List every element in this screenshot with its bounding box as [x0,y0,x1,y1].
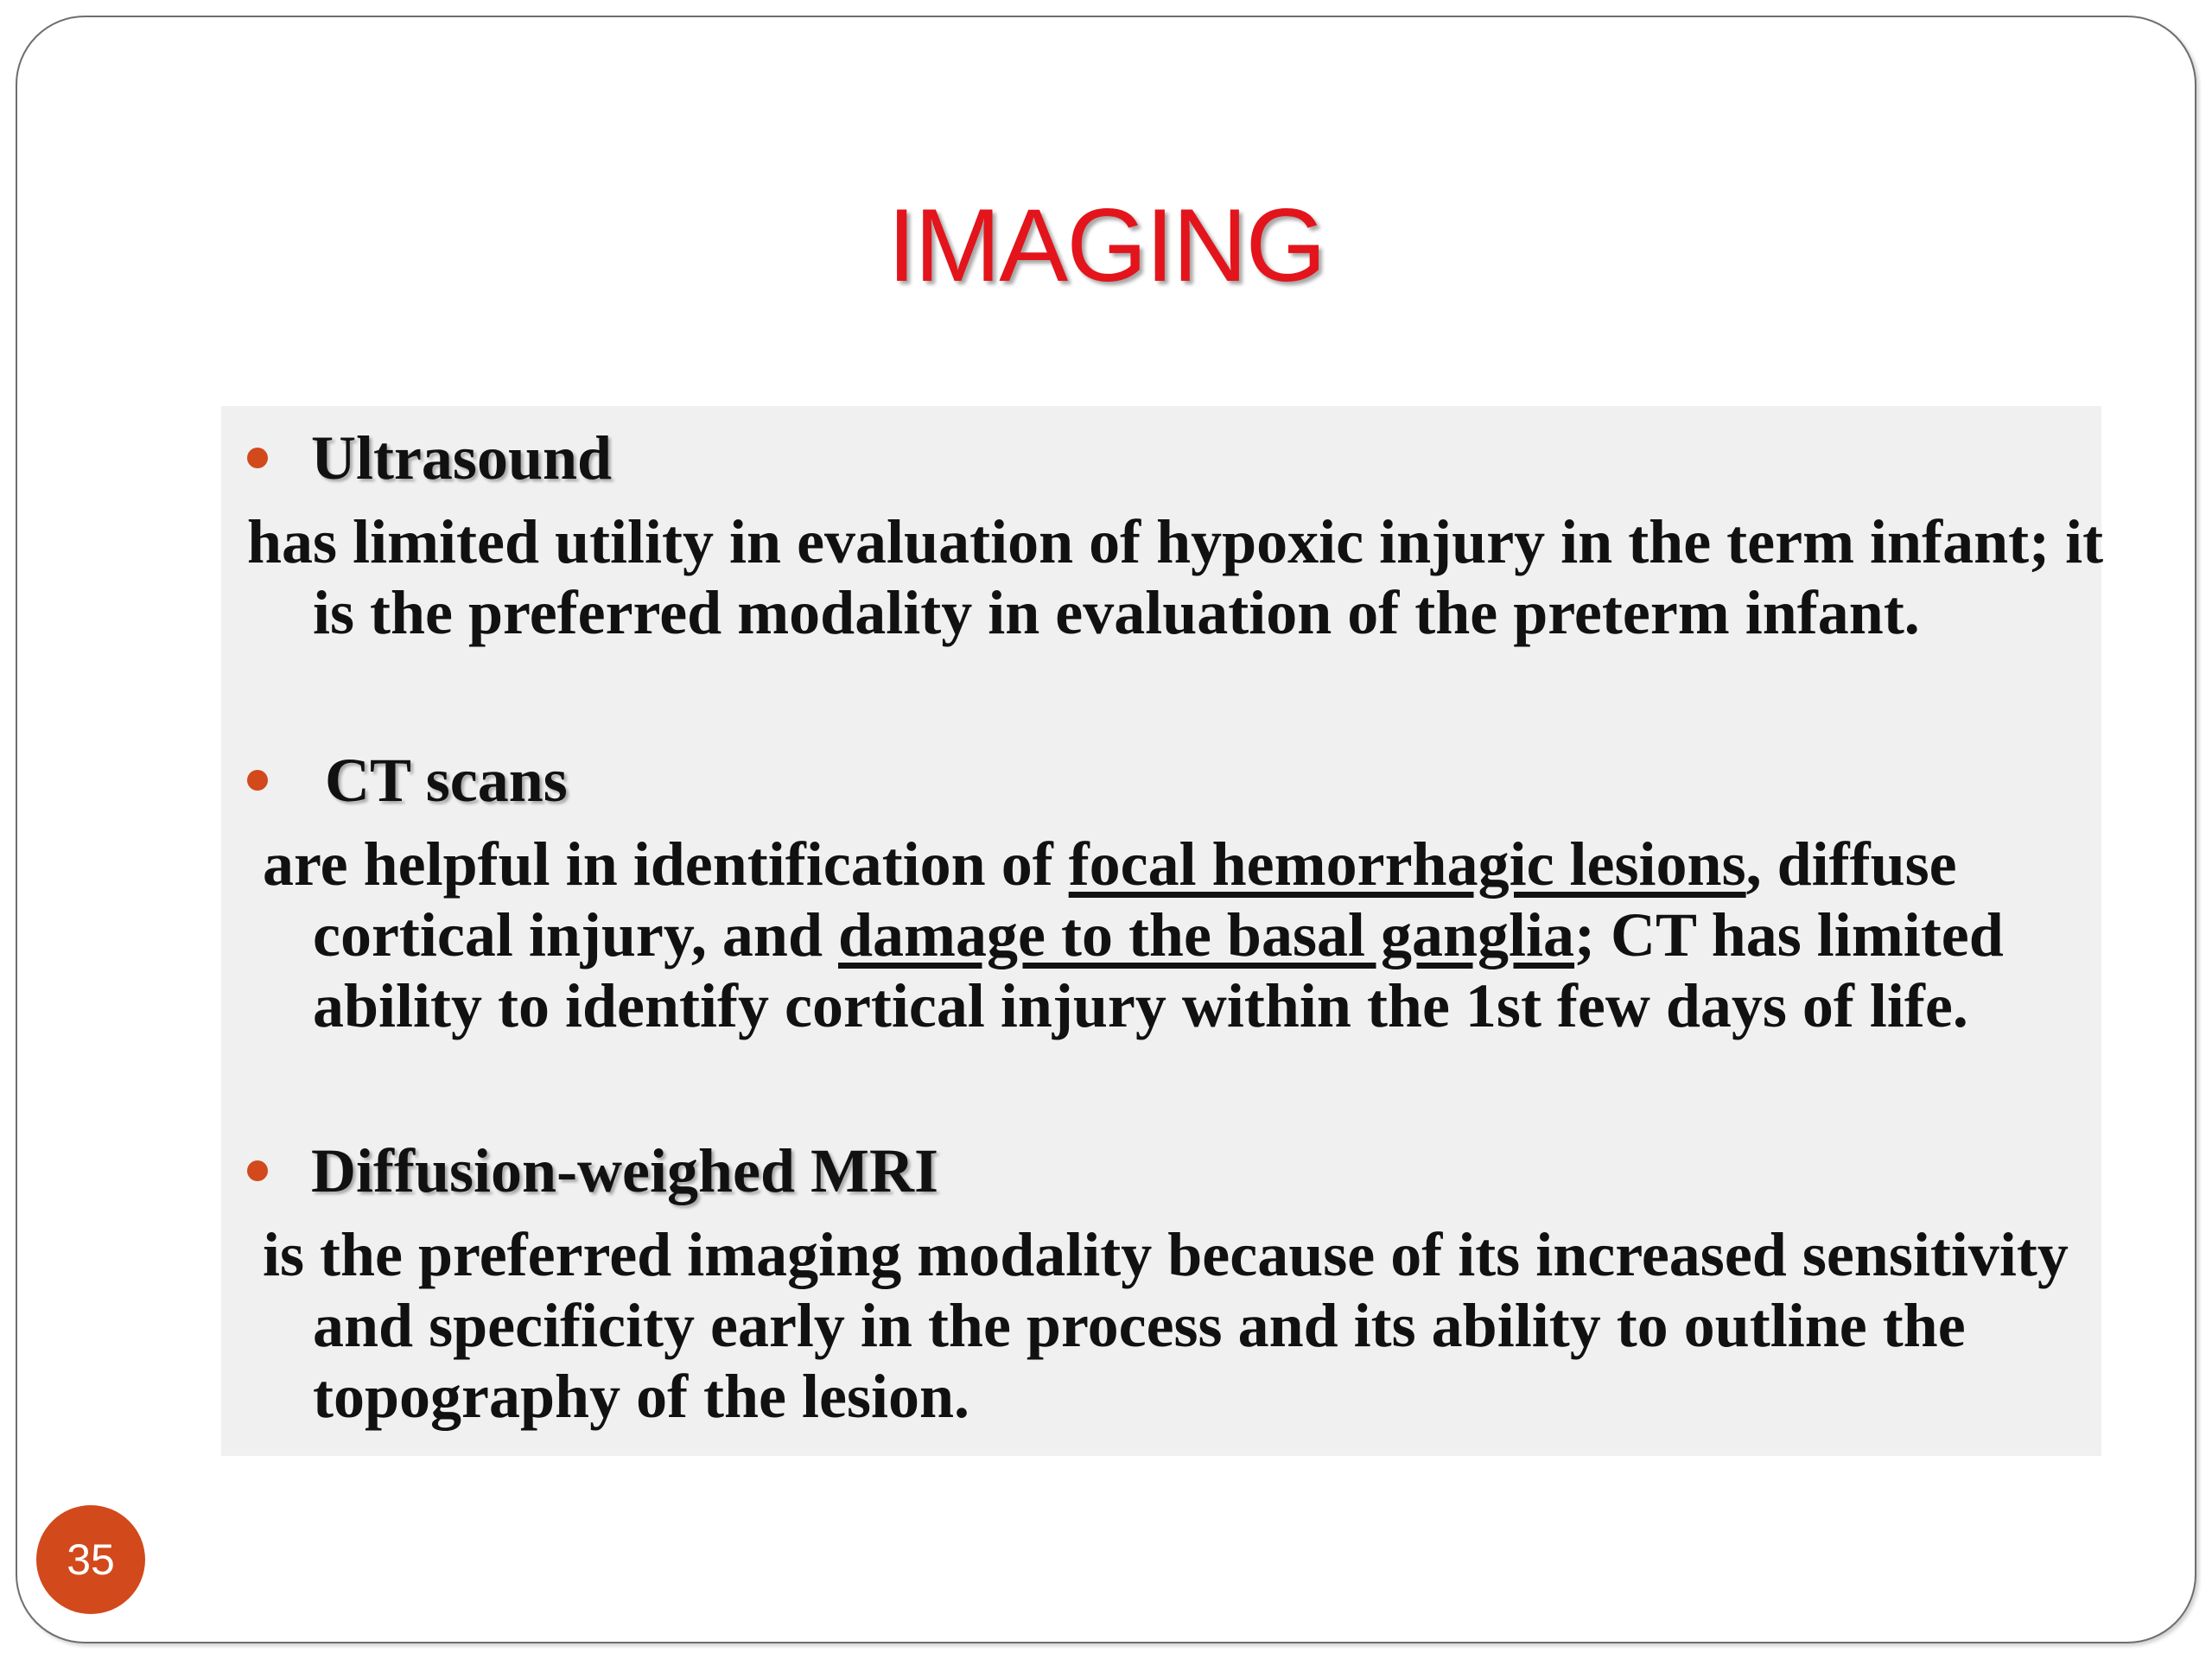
slide-title: IMAGING [887,188,1325,303]
section-heading: Ultrasound [311,423,613,493]
page-number-badge: 35 [36,1505,145,1614]
section-ultrasound [221,415,2136,648]
bullet-dot-icon [247,770,268,791]
section-ct-scans [221,737,2136,1041]
section-heading: CT scans [325,746,568,815]
bullet-item [221,737,2136,823]
bullet-dot-icon [247,448,268,468]
content-box [221,406,2104,1456]
bullet-item [221,415,2136,501]
bullet-item [221,1128,2136,1214]
text-segment: , diffuse cortical injury, and [313,830,1957,969]
text-segment: are helpful in identification of [263,830,1069,899]
underlined-term: focal hemorrhagic lesions [1068,830,1746,899]
section-text: has limited utility in evaluation of hypoxic injury in the term infant; it is the preferred modality in evaluation of the preterm infant. [247,507,2104,647]
underlined-term: damage to the basal ganglia [838,900,1575,969]
text-segment: ; CT has limited ability to identify cortical injury within the 1st few days of life. [313,900,2004,1040]
section-text [221,829,2136,1041]
section-heading: Diffusion-weighed MRI [311,1136,939,1205]
section-mri [221,1128,2136,1432]
bullet-dot-icon [247,1160,268,1181]
section-text: is the preferred imaging modality because of its increased sensitivity and specificity early in the process and its ability to outline the topography of the lesion. [263,1220,2069,1431]
